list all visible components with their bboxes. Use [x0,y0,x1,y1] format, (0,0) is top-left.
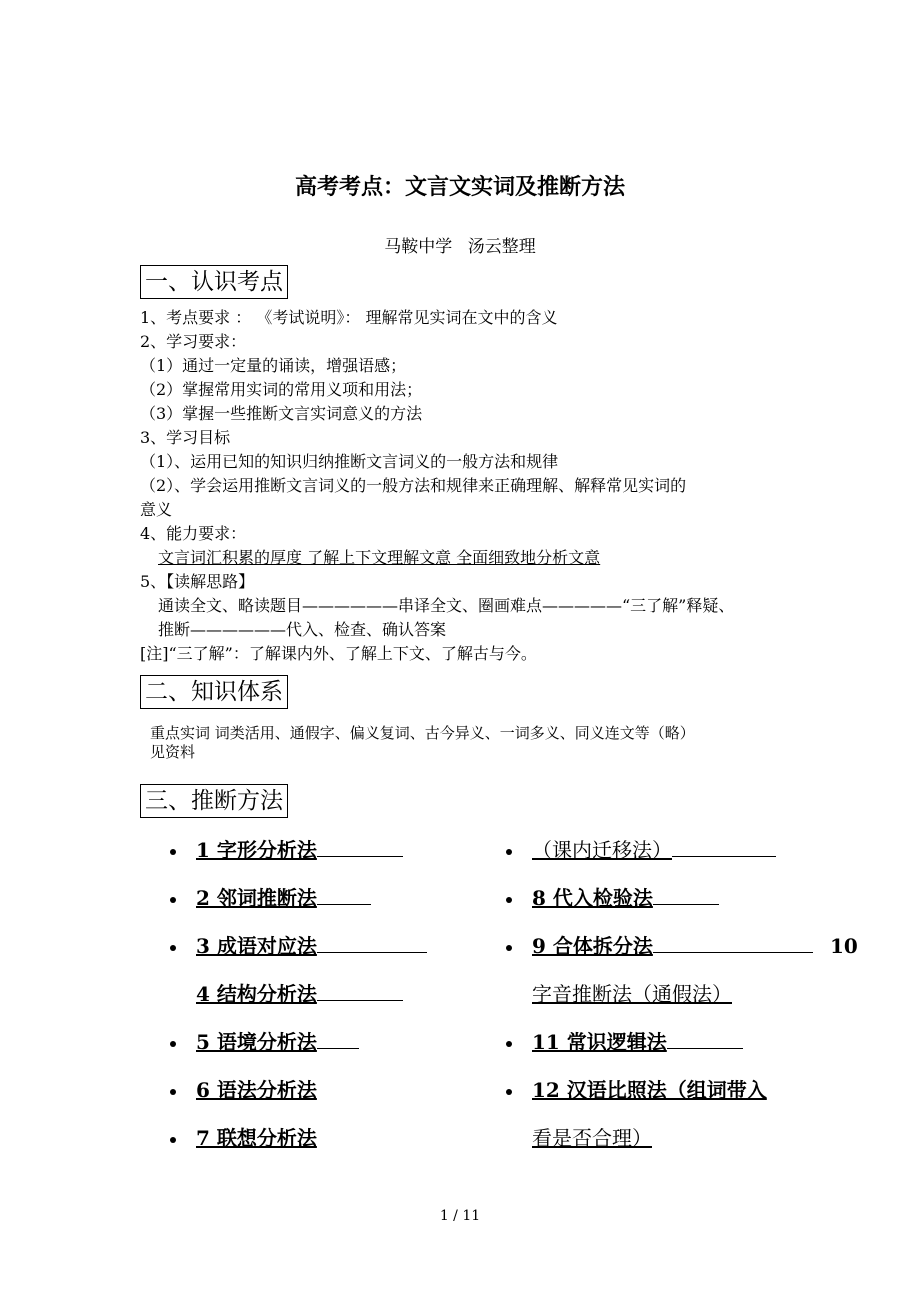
text-line: 通读全文、略读题目——————串译全文、圈画难点—————“三了解”释疑、 [158,596,735,615]
method-item: 7 联想分析法 [196,1126,317,1150]
text-line: 见资料 [150,743,196,761]
method-item: 9 合体拆分法 [532,932,813,960]
note-line: [注]“三了解”：了解课内外、了解上下文、了解古与今。 [140,644,537,663]
ability-line: 文言词汇积累的厚度 了解上下文理解文意 全面细致地分析文意 [158,548,601,567]
bullet-icon [170,1041,176,1047]
text-line: （1）、运用已知的知识归纳推断文言词义的一般方法和规律 [140,452,559,471]
page-title: 高考考点：文言文实词及推断方法 [294,175,625,200]
text-line: 意义 [140,500,173,519]
bullet-icon [170,897,176,903]
section-heading-1: 一、认识考点 [140,265,288,299]
bullet-icon [506,945,512,951]
text-line: 1、考点要求 ： 《考试说明》： 理解常见实词在文中的含义 [140,308,558,327]
author-line: 马鞍中学 汤云整理 [384,237,536,257]
text-line: （3）掌握一些推断文言实词意义的方法 [140,404,423,423]
text-line: （2）、学会运用推断文言词义的一般方法和规律来正确理解、解释常见实词的 [140,476,687,495]
page-number: 1 / 11 [439,1208,481,1224]
section-heading-3: 三、推断方法 [140,784,288,818]
bullet-icon [170,1089,176,1095]
method-item: 3 成语对应法 [196,932,427,960]
method-item-number: 10 [830,934,858,958]
method-item: 8 代入检验法 [532,884,719,912]
section-heading-2: 二、知识体系 [140,675,288,709]
method-item: 2 邻词推断法 [196,884,371,912]
method-item: 11 常识逻辑法 [532,1028,743,1056]
text-line: （2）掌握常用实词的常用义项和用法； [140,380,423,399]
text-line: 推断——————代入、检查、确认答案 [158,620,447,639]
text-line: 2、学习要求： [140,332,247,351]
bullet-icon [506,1089,512,1095]
bullet-icon [506,897,512,903]
text-line: 3、学习目标 [140,428,231,447]
method-item: 字音推断法（通假法） [532,982,732,1006]
bullet-icon [506,849,512,855]
bullet-icon [170,945,176,951]
method-item: 4 结构分析法 [196,980,403,1008]
bullet-icon [170,1137,176,1143]
method-item: （课内迁移法） [532,836,776,864]
bullet-icon [506,1041,512,1047]
method-item: 1 字形分析法 [196,836,403,864]
method-item: 看是否合理） [532,1126,652,1150]
text-line: 重点实词 词类活用、通假字、偏义复词、古今异义、一词多义、同义连文等（略） [150,724,695,742]
method-item: 6 语法分析法 [196,1078,317,1102]
text-line: （1）通过一定量的诵读，增强语感； [140,356,407,375]
bullet-icon [170,849,176,855]
text-line: 4、能力要求： [140,524,247,543]
method-item: 5 语境分析法 [196,1028,359,1056]
method-item: 12 汉语比照法（组词带入 [532,1078,767,1102]
text-line: 5、【读解思路】 [140,572,255,591]
